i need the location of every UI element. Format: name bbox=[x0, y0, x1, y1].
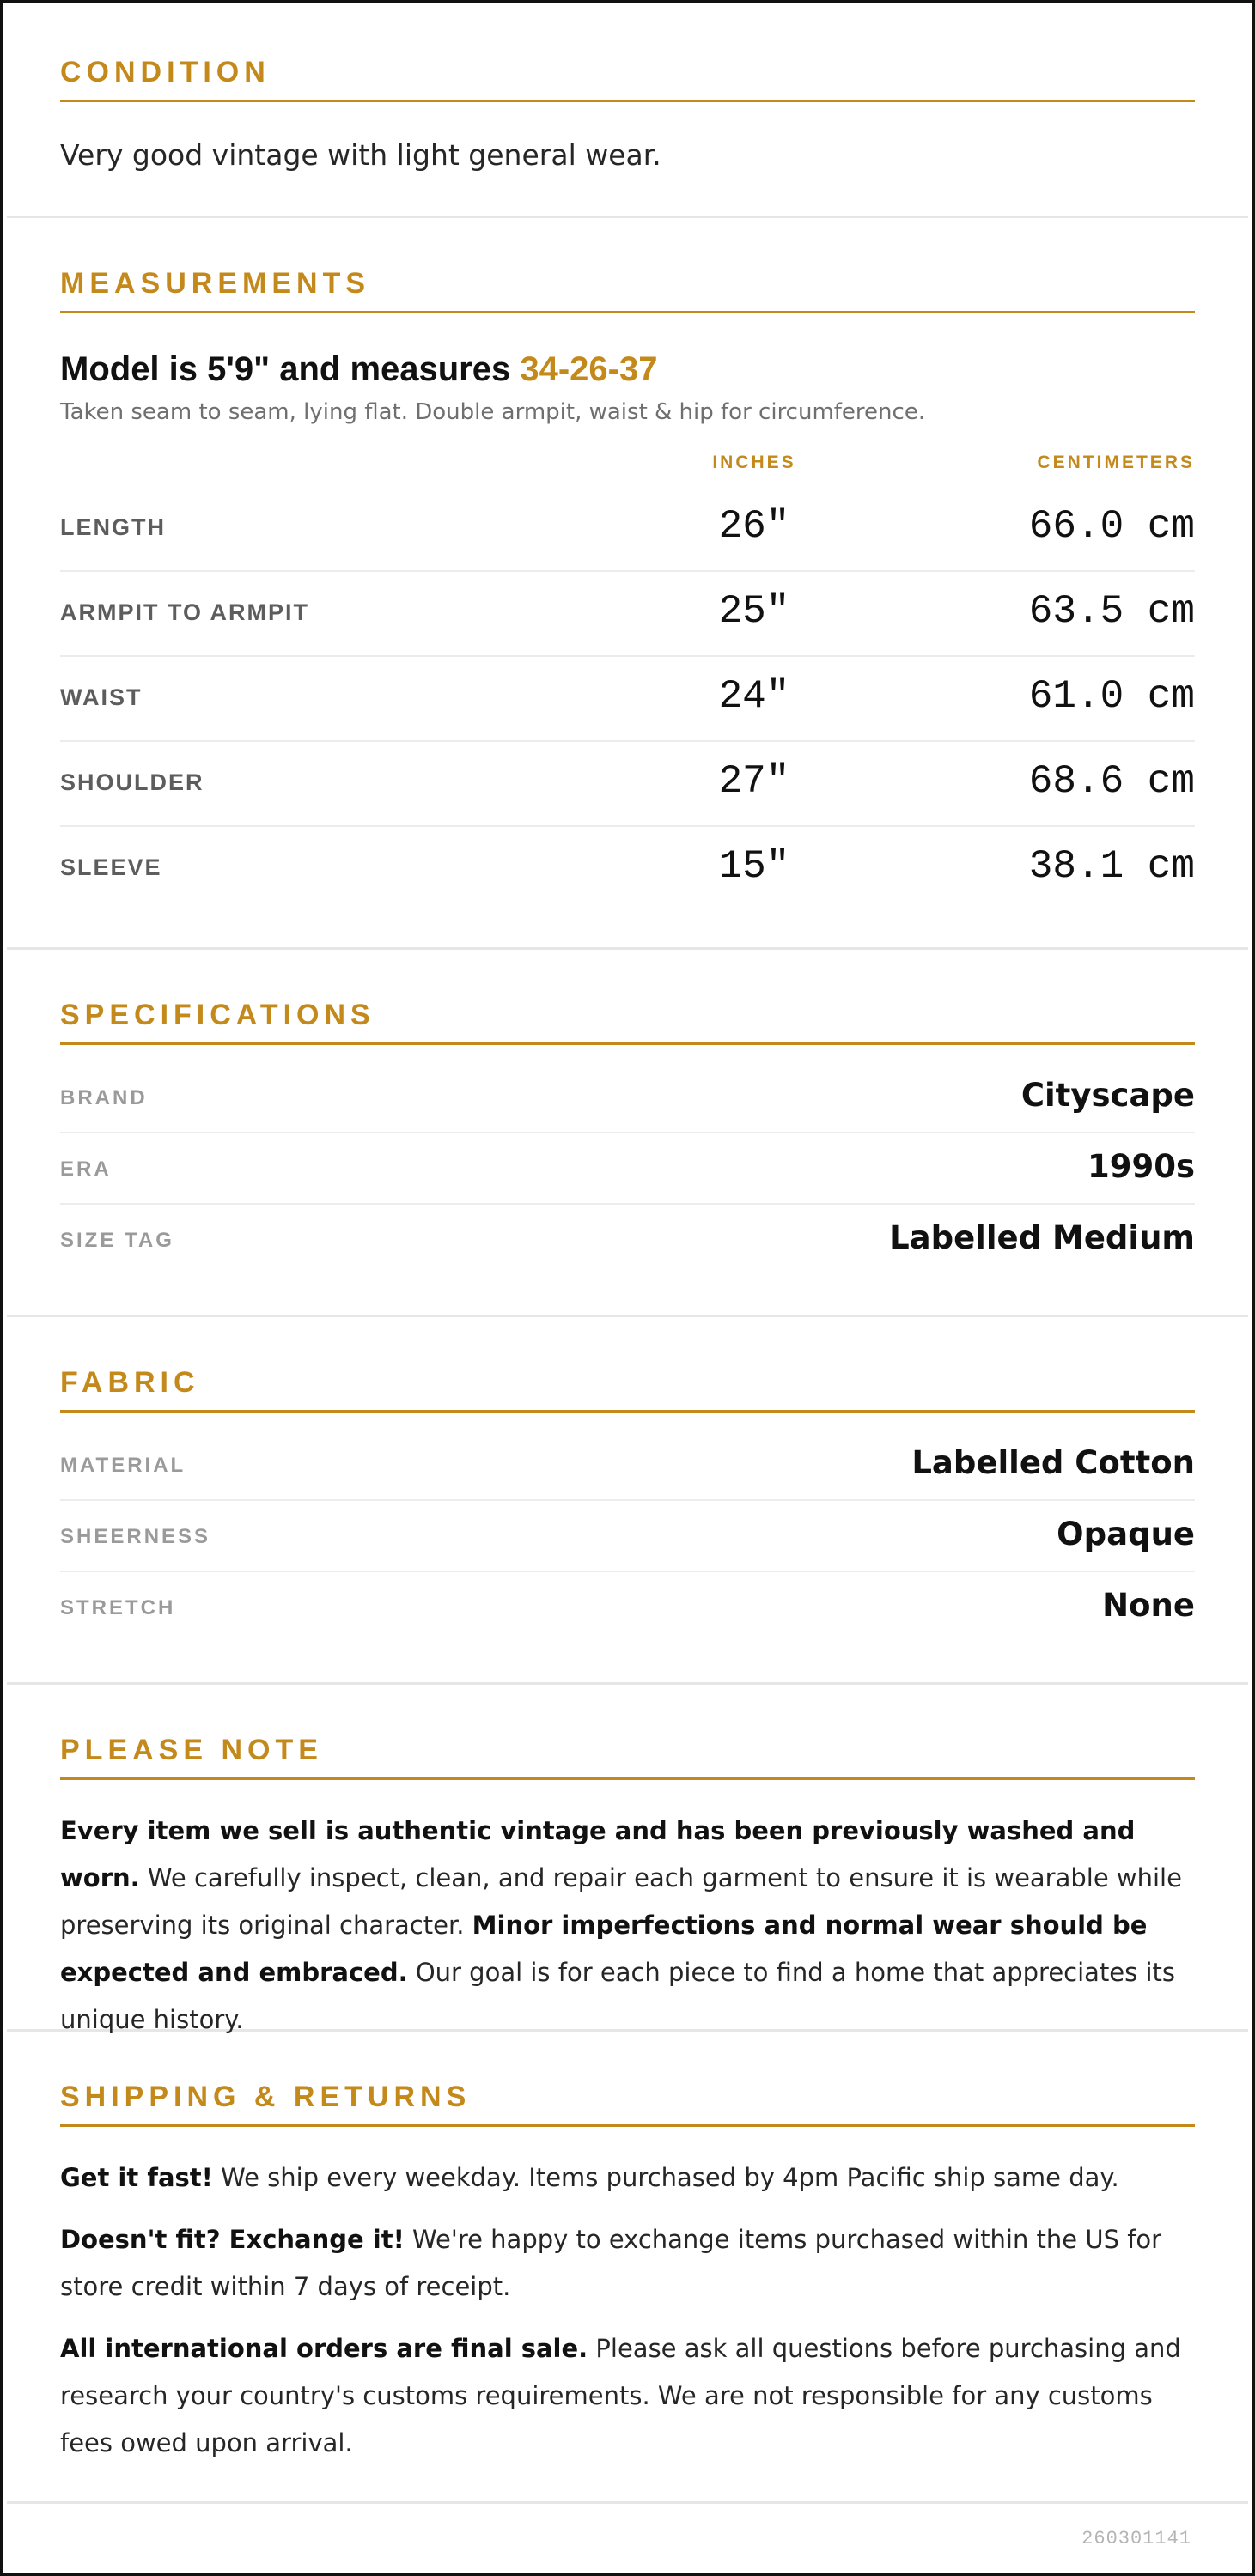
fabric-value: None bbox=[1102, 1587, 1195, 1624]
spec-value: Labelled Medium bbox=[889, 1219, 1195, 1256]
measurement-cm: 63.5 cm bbox=[1028, 589, 1195, 634]
shipping-paragraph-international bbox=[60, 2325, 1195, 2467]
shipping-section bbox=[7, 2032, 1248, 2504]
fabric-section bbox=[7, 1317, 1248, 1685]
fabric-value: Opaque bbox=[1057, 1516, 1195, 1552]
spec-row-size-tag bbox=[60, 1205, 1195, 1274]
measurement-cm: 38.1 cm bbox=[1028, 844, 1195, 889]
measurement-inches: 27" bbox=[718, 759, 790, 804]
fabric-row-sheerness bbox=[60, 1501, 1195, 1572]
inches-column-header: INCHES bbox=[712, 453, 796, 472]
spec-row-era bbox=[60, 1133, 1195, 1205]
fabric-row-stretch bbox=[60, 1572, 1195, 1642]
shipping-paragraph-fast bbox=[60, 2154, 1195, 2202]
measurement-label: LENGTH bbox=[60, 514, 166, 540]
sku-number: 260301141 bbox=[1081, 2528, 1191, 2549]
measurement-row-armpit bbox=[60, 572, 1195, 657]
spec-row-brand bbox=[60, 1062, 1195, 1133]
measurement-label: ARMPIT TO ARMPIT bbox=[60, 599, 309, 625]
measurement-inches: 25" bbox=[718, 589, 790, 634]
shipping-bold: Get it fast! bbox=[60, 2163, 213, 2192]
please-note-heading: PLEASE NOTE bbox=[60, 1685, 1195, 1780]
shipping-paragraph-exchange bbox=[60, 2216, 1195, 2311]
model-prefix: Model is 5'9" and measures bbox=[60, 350, 521, 388]
measurement-cm: 61.0 cm bbox=[1028, 674, 1195, 719]
note-bold-1: Every item we sell is authentic vintage and has been previously washed and worn. bbox=[60, 1816, 1136, 1893]
measurement-row-length bbox=[60, 487, 1195, 572]
note-bold-2: Minor imperfections and normal wear should be expected and embraced. bbox=[60, 1911, 1148, 1987]
centimeters-column-header: CENTIMETERS bbox=[1037, 453, 1195, 472]
measurement-label: SHOULDER bbox=[60, 769, 204, 795]
measurement-cm: 68.6 cm bbox=[1028, 759, 1195, 804]
measurement-cm: 66.0 cm bbox=[1028, 504, 1195, 549]
shipping-text: Please ask all questions before purchasing and research your country's customs requirements. We are not responsible for any customs fees owed upon arrival. bbox=[60, 2334, 1181, 2458]
measurements-subtitle: Taken seam to seam, lying flat. Double armpit, waist & hip for circumference. bbox=[60, 399, 926, 425]
shipping-heading: SHIPPING & RETURNS bbox=[60, 2032, 1195, 2127]
measurements-heading: MEASUREMENTS bbox=[60, 218, 1195, 313]
condition-text: Very good vintage with light general wear. bbox=[60, 138, 661, 172]
shipping-text: We're happy to exchange items purchased within the US for store credit within 7 days of receipt. bbox=[60, 2225, 1162, 2301]
fabric-label: MATERIAL bbox=[60, 1454, 186, 1477]
fabric-heading: FABRIC bbox=[60, 1317, 1195, 1413]
footer bbox=[7, 2504, 1248, 2576]
spec-value: 1990s bbox=[1087, 1148, 1195, 1185]
fabric-row-material bbox=[60, 1430, 1195, 1501]
spec-label: ERA bbox=[60, 1157, 112, 1181]
please-note-section bbox=[7, 1685, 1248, 2032]
specifications-heading: SPECIFICATIONS bbox=[60, 950, 1195, 1045]
fabric-label: SHEERNESS bbox=[60, 1525, 211, 1548]
measurement-label: WAIST bbox=[60, 684, 143, 710]
fabric-label: STRETCH bbox=[60, 1596, 176, 1619]
note-text-1: We carefully inspect, clean, and repair each garment to ensure it is wearable while preserving its original character. bbox=[60, 1863, 1182, 1940]
measurement-inches: 15" bbox=[718, 844, 790, 889]
measurement-row-waist bbox=[60, 657, 1195, 742]
condition-section bbox=[7, 7, 1248, 218]
note-text-2: Our goal is for each piece to find a home that appreciates its unique history. bbox=[60, 1958, 1176, 2034]
condition-heading: CONDITION bbox=[60, 7, 1195, 102]
measurements-column-headers bbox=[60, 453, 1195, 487]
measurements-section bbox=[7, 218, 1248, 950]
spec-label: BRAND bbox=[60, 1086, 148, 1109]
shipping-bold: All international orders are final sale. bbox=[60, 2334, 588, 2363]
please-note-text bbox=[60, 1807, 1195, 2044]
measurement-inches: 26" bbox=[718, 504, 790, 549]
measurement-label: SLEEVE bbox=[60, 854, 162, 880]
spec-label: SIZE TAG bbox=[60, 1229, 174, 1252]
spec-value: Cityscape bbox=[1020, 1077, 1195, 1114]
model-measurements-line bbox=[60, 348, 1195, 391]
measurement-row-sleeve bbox=[60, 827, 1195, 910]
model-measures-value: 34-26-37 bbox=[520, 350, 658, 388]
measurement-row-shoulder bbox=[60, 742, 1195, 827]
shipping-bold: Doesn't fit? Exchange it! bbox=[60, 2225, 405, 2254]
shipping-text: We ship every weekday. Items purchased by 4pm Pacific ship same day. bbox=[212, 2163, 1119, 2192]
fabric-value: Labelled Cotton bbox=[911, 1444, 1195, 1481]
measurement-inches: 24" bbox=[718, 674, 790, 719]
specifications-section bbox=[7, 950, 1248, 1317]
